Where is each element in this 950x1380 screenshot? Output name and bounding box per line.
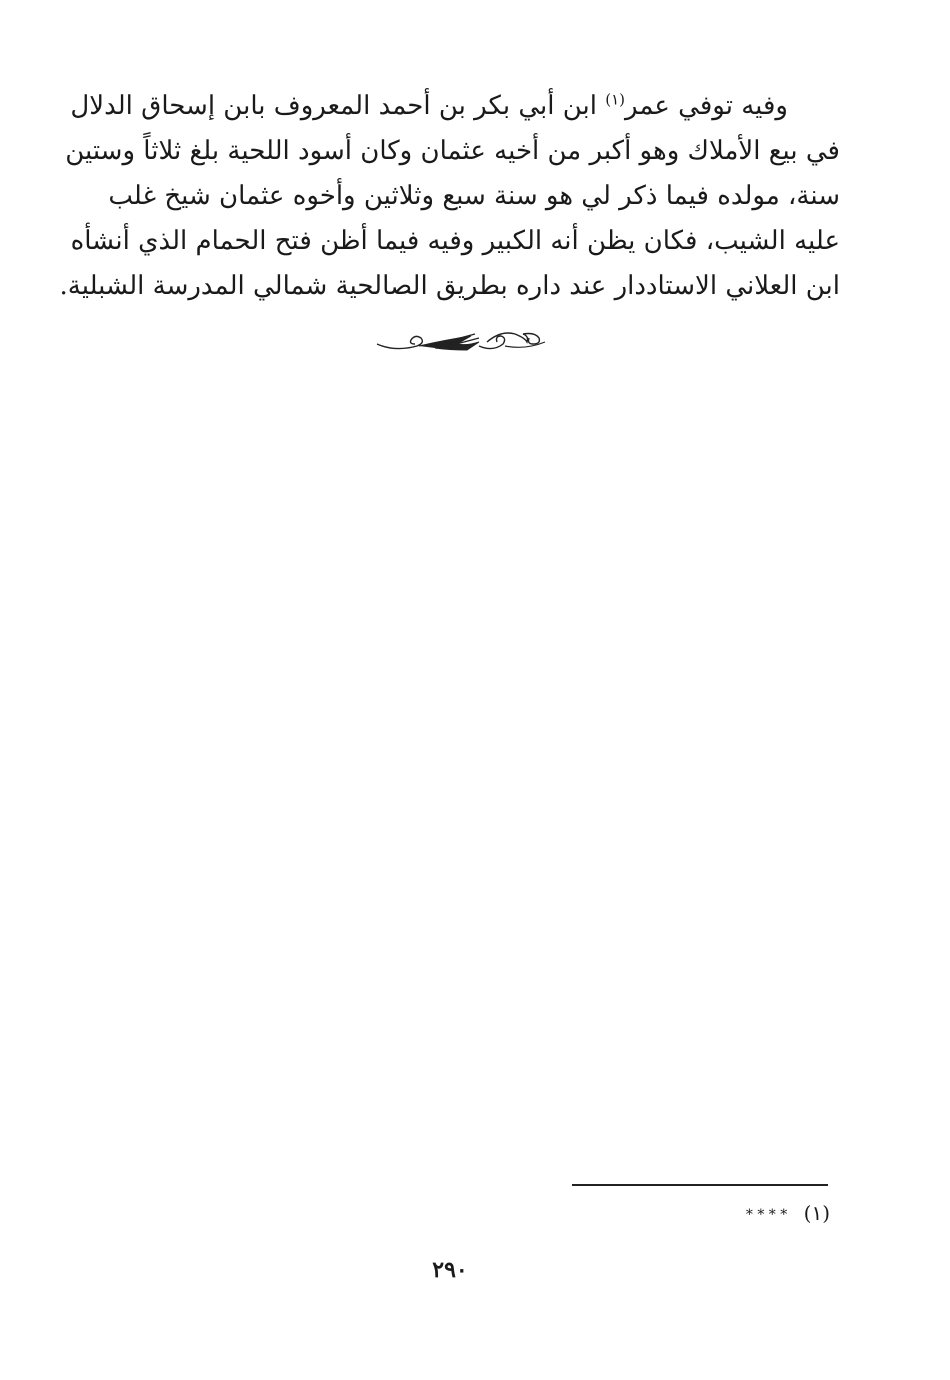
line-1-start: وفيه توفي عمر [625, 91, 788, 121]
line-1-rest: ابن أبي بكر بن أحمد المعروف بابن إسحاق الدلال [70, 91, 597, 121]
footnote-1 [746, 1198, 830, 1230]
paragraph-line-2: في بيع الأملاك وهو أكبر من أخيه عثمان وكان أسود اللحية بلغ ثلاثاً وستين [65, 136, 840, 166]
footnote-separator [572, 1184, 828, 1186]
footnote-number: (١) [803, 1201, 830, 1225]
paragraph-line-4: عليه الشيب، فكان يظن أنه الكبير وفيه فيما أظن فتح الحمام الذي أنشأه [70, 226, 840, 256]
footnote-reference[interactable]: (١) [605, 90, 626, 109]
main-paragraph [59, 84, 840, 309]
page-number: ٢٩٠ [432, 1257, 468, 1283]
section-end-ornament-icon [375, 324, 547, 358]
footnote-text: * * * * [745, 1206, 788, 1223]
paragraph-line-3: سنة، مولده فيما ذكر لي هو سنة سبع وثلاثين وأخوه عثمان شيخ غلب [108, 181, 840, 211]
paragraph-line-5: ابن العلاني الاستاددار عند داره بطريق الصالحية شمالي المدرسة الشبلية. [59, 271, 840, 301]
paragraph-line-1 [70, 84, 840, 129]
